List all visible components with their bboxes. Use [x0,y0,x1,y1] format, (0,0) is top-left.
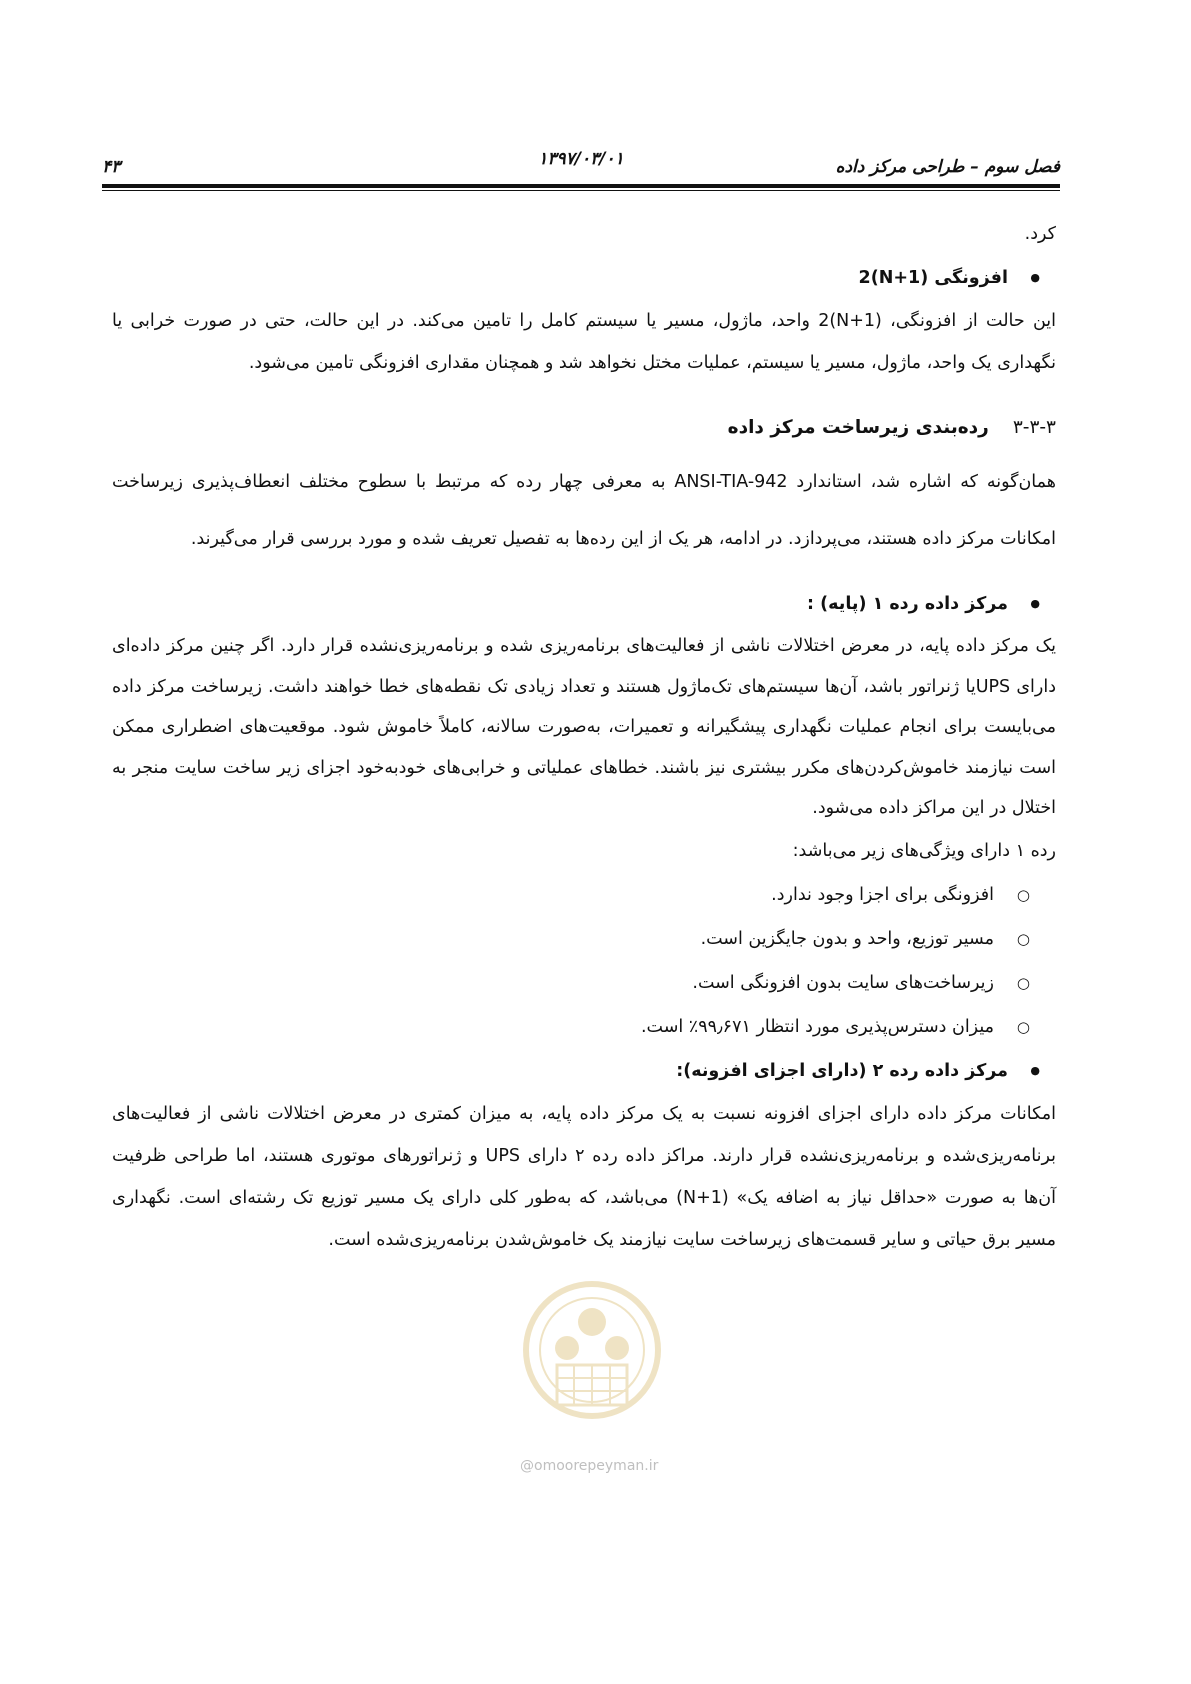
chapter-title: فصل سوم – طراحی مرکز داده [835,157,1060,177]
watermark-logo-icon [512,1270,672,1455]
section-heading [112,406,1056,450]
list-item: ○ زیرساخت‌های سایت بدون افزونگی است. [112,961,1056,1005]
text-line: کرد. [1024,224,1056,244]
section-number: ۳-۳-۳ [1012,417,1056,438]
header-rule-thick [102,184,1060,188]
list-intro: رده ۱ دارای ویژگی‌های زیر می‌باشد: [792,840,1056,861]
watermark-text: @omoorepeyman.ir [520,1458,659,1474]
list-item: ○ میزان دسترس‌پذیری مورد انتظار ۹۹٫۶۷۱٪ است. [112,1005,1056,1049]
list-item: ○ مسیر توزیع، واحد و بدون جایگزین است. [112,917,1056,961]
paragraph: امکانات مرکز داده دارای اجزای افزونه نسبت به یک مرکز داده پایه، به میزان کمتری در معرض اختلالات ناشی از فعالیت‌های برنامه‌ریزی‌شده و برنامه‌ریزی‌نشده قرار دارند. مراکز داده رده ۲ دارای UPS و ژنراتورهای موتوری هستند، اما طراحی ظرفیت آن‌ها به صورت «حداقل نیاز به اضافه یک» (N+1) می‌باشد، که به‌طور کلی دارای یک مسیر توزیع تک رشته‌ای است. نگهداری مسیر برق حیاتی و سایر قسمت‌های زیرساخت سایت نیازمند یک خاموش‌شدن برنامه‌ریزی‌شده است. [112,1103,1056,1250]
paragraph: یک مرکز داده پایه، در معرض اختلالات ناشی از فعالیت‌های برنامه‌ریزی شده و برنامه‌ریزی‌نشده قرار دارد. اگر چنین مرکز داده‌ای دارای UPSیا ژنراتور باشد، آن‌ها سیستم‌های تک‌ماژول هستند و تعداد زیادی تک نقطه‌های خطا خواهند داشت. زیرساخت مرکز داده می‌بایست برای انجام عملیات نگهداری پیشگیرانه و تعمیرات، به‌صورت سالانه، کاملاً خاموش شود. موقعیت‌های اضطراری ممکن است نیازمند خاموش‌کردن‌های مکرر بیشتری نیز باشند. خطاهای عملیاتی و خرابی‌های خودبه‌خود اجزای زیر ساخت سایت منجر به اختلال در این مراکز داده می‌شود. [112,636,1056,818]
bullet-heading: ● مرکز داده رده ۲ (دارای اجزای افزونه): [112,1049,1056,1093]
page-body [112,212,1056,1261]
header-date: ۱۳۹۷/۰۳/۰۱ [538,149,624,169]
bullet-heading: ● افزونگی (N+1)2 [112,256,1056,300]
section-title: رده‌بندی زیرساخت مرکز داده [727,417,989,438]
page-number: ۴۳ [102,157,121,177]
paragraph: این حالت از افزونگی، (N+1)2 واحد، ماژول، مسیر یا سیستم کامل را تامین می‌کند. در این حالت، حتی در صورت خرابی یا نگهداری یک واحد، ماژول، مسیر یا سیستم، عملیات مختل نخواهد شد و همچنان مقداری افزونگی تامین می‌شود. [112,311,1056,373]
list-item: ○ افزونگی برای اجزا وجود ندارد. [112,873,1056,917]
paragraph: همان‌گونه که اشاره شد، استاندارد ANSI-TIA-942 به معرفی چهار رده که مرتبط با سطوح مختلف انعطاف‌پذیری زیرساخت امکانات مرکز داده هستند، می‌پردازد. در ادامه، هر یک از این رده‌ها به تفصیل تعریف شده و مورد بررسی قرار می‌گیرند. [112,472,1056,549]
header-rule-thin [102,190,1060,191]
tier1-list [112,873,1056,1049]
bullet-heading: ● مرکز داده رده ۱ (پایه) : [112,582,1056,626]
